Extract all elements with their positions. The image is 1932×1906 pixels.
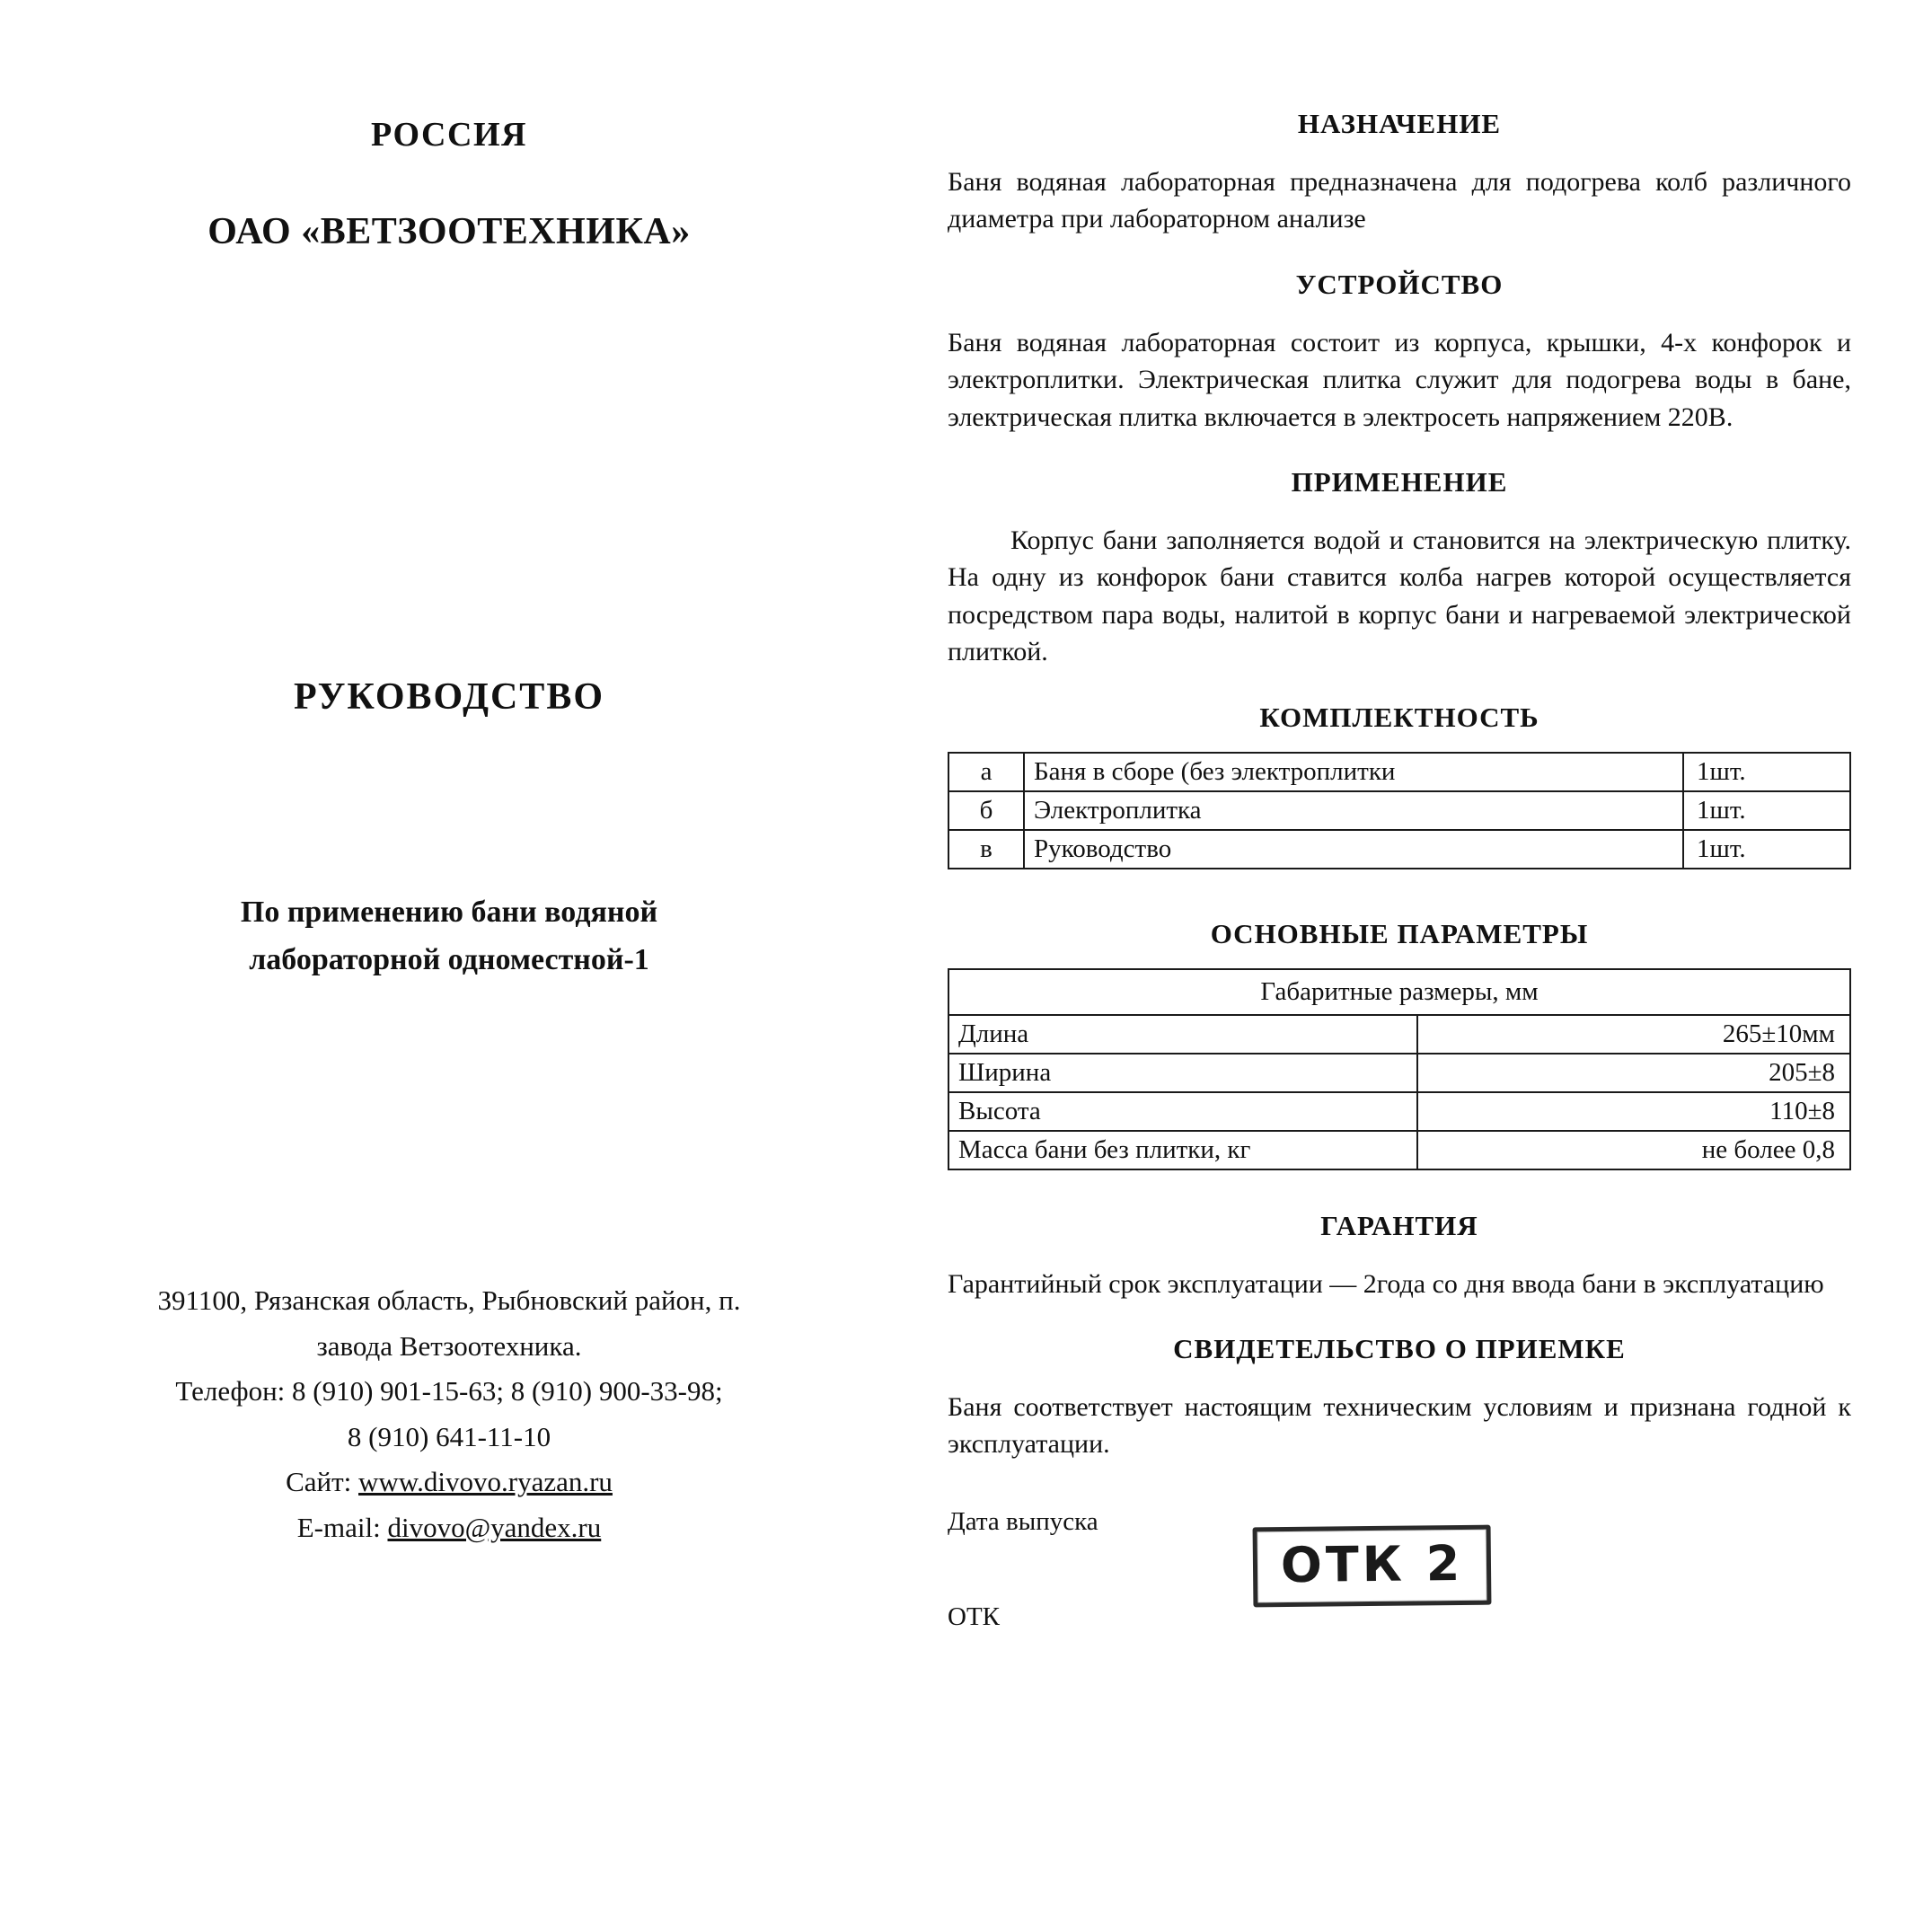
table-row [948, 753, 1850, 791]
website-link[interactable]: www.divovo.ryazan.ru [358, 1466, 613, 1498]
manual-subtitle-line-2: лабораторной одноместной-1 [249, 942, 649, 976]
manual-subtitle [54, 889, 844, 984]
params-row-label: Ширина [948, 1054, 1417, 1092]
params-row-value: 265±10мм [1417, 1015, 1850, 1054]
kit-row-name: Баня в сборе (без электроплитки [1024, 753, 1683, 791]
website-line [54, 1461, 844, 1504]
kit-table-body [948, 753, 1850, 869]
website-label: Сайт: [286, 1466, 352, 1498]
device-text: Баня водяная лабораторная состоит из корпуса, крышки, 4-х конфорок и электроплитки. Электрическая плитка служит для подогрева воды в бане, электрическая плитка включается в электросеть напряжением 220В. [948, 327, 1851, 432]
email-link[interactable]: divovo@yandex.ru [387, 1511, 602, 1543]
table-row [948, 830, 1850, 869]
params-heading: ОСНОВНЫЕ ПАРАМЕТРЫ [1210, 917, 1589, 949]
kit-row-qty: 1шт. [1683, 830, 1850, 869]
company-heading: ОАО «ВЕТЗООТЕХНИКА» [207, 211, 691, 252]
table-row [948, 969, 1850, 1015]
issue-date-label: Дата выпуска [948, 1506, 1098, 1536]
table-row [948, 1015, 1850, 1054]
kit-table [948, 752, 1851, 869]
params-table-header: Габаритные размеры, мм [948, 969, 1850, 1015]
right-column [898, 0, 1932, 1906]
manual-title: РУКОВОДСТВО [293, 676, 605, 718]
table-row [948, 1054, 1850, 1092]
phone-line-1: Телефон: 8 (910) 901-15-63; 8 (910) 900-33-98; [175, 1375, 723, 1407]
left-column [0, 0, 898, 1906]
kit-row-name: Руководство [1024, 830, 1683, 869]
application-heading: ПРИМЕНЕНИЕ [1291, 465, 1508, 498]
warranty-heading: ГАРАНТИЯ [1320, 1209, 1478, 1241]
otk-stamp: ОТК 2 [1253, 1524, 1492, 1607]
otk-label: ОТК [948, 1602, 1000, 1632]
kit-row-name: Электроплитка [1024, 791, 1683, 830]
table-row [948, 1092, 1850, 1131]
address-line-1: 391100, Рязанская область, Рыбновский район, п. [157, 1284, 741, 1317]
table-row [948, 1131, 1850, 1169]
acceptance-labels [948, 1494, 1244, 1634]
purpose-heading: НАЗНАЧЕНИЕ [1297, 108, 1502, 139]
params-row-value: 110±8 [1417, 1092, 1850, 1131]
params-row-value: не более 0,8 [1417, 1131, 1850, 1169]
kit-row-qty: 1шт. [1683, 753, 1850, 791]
acceptance-heading: СВИДЕТЕЛЬСТВО О ПРИЕМКЕ [1173, 1332, 1626, 1364]
acceptance-text: Баня соответствует настоящим техническим условиям и признана годной к эксплуатации. [948, 1391, 1851, 1460]
address-line-2: завода Ветзоотехника. [316, 1329, 582, 1362]
kit-row-index: в [948, 830, 1024, 869]
phone-line-2: 8 (910) 641-11-10 [347, 1420, 551, 1452]
spacer [948, 1170, 1851, 1210]
manual-subtitle-line-1: По применению бани водяной [240, 896, 658, 929]
acceptance-stamp-row [948, 1494, 1851, 1634]
email-line [54, 1507, 844, 1549]
table-row [948, 791, 1850, 830]
params-row-value: 205±8 [1417, 1054, 1850, 1092]
spacer [948, 878, 1851, 918]
params-table [948, 968, 1851, 1170]
email-label: E-mail: [296, 1511, 381, 1543]
params-table-body [948, 969, 1850, 1169]
params-row-label: Высота [948, 1092, 1417, 1131]
application-text: Корпус бани заполняется водой и становится на электрическую плитку. На одну из конфорок бани ставится колба нагрев которой осуществляется посредством пара воды, налитой в корпус бани и нагреваемой электрической плиткой. [948, 525, 1851, 667]
kit-heading: КОМПЛЕКТНОСТЬ [1259, 701, 1539, 733]
kit-row-index: б [948, 791, 1024, 830]
params-row-label: Масса бани без плитки, кг [948, 1131, 1417, 1169]
purpose-text: Баня водяная лабораторная предназначена для подогрева колб различного диаметра при лабораторном анализе [948, 167, 1851, 234]
kit-row-index: а [948, 753, 1024, 791]
params-row-label: Длина [948, 1015, 1417, 1054]
device-heading: УСТРОЙСТВО [1295, 268, 1504, 300]
kit-row-qty: 1шт. [1683, 791, 1850, 830]
country-heading: РОССИЯ [371, 116, 527, 154]
contact-block [54, 1280, 844, 1549]
warranty-text: Гарантийный срок эксплуатации — 2года со дня ввода бани в эксплуатацию [948, 1268, 1824, 1299]
